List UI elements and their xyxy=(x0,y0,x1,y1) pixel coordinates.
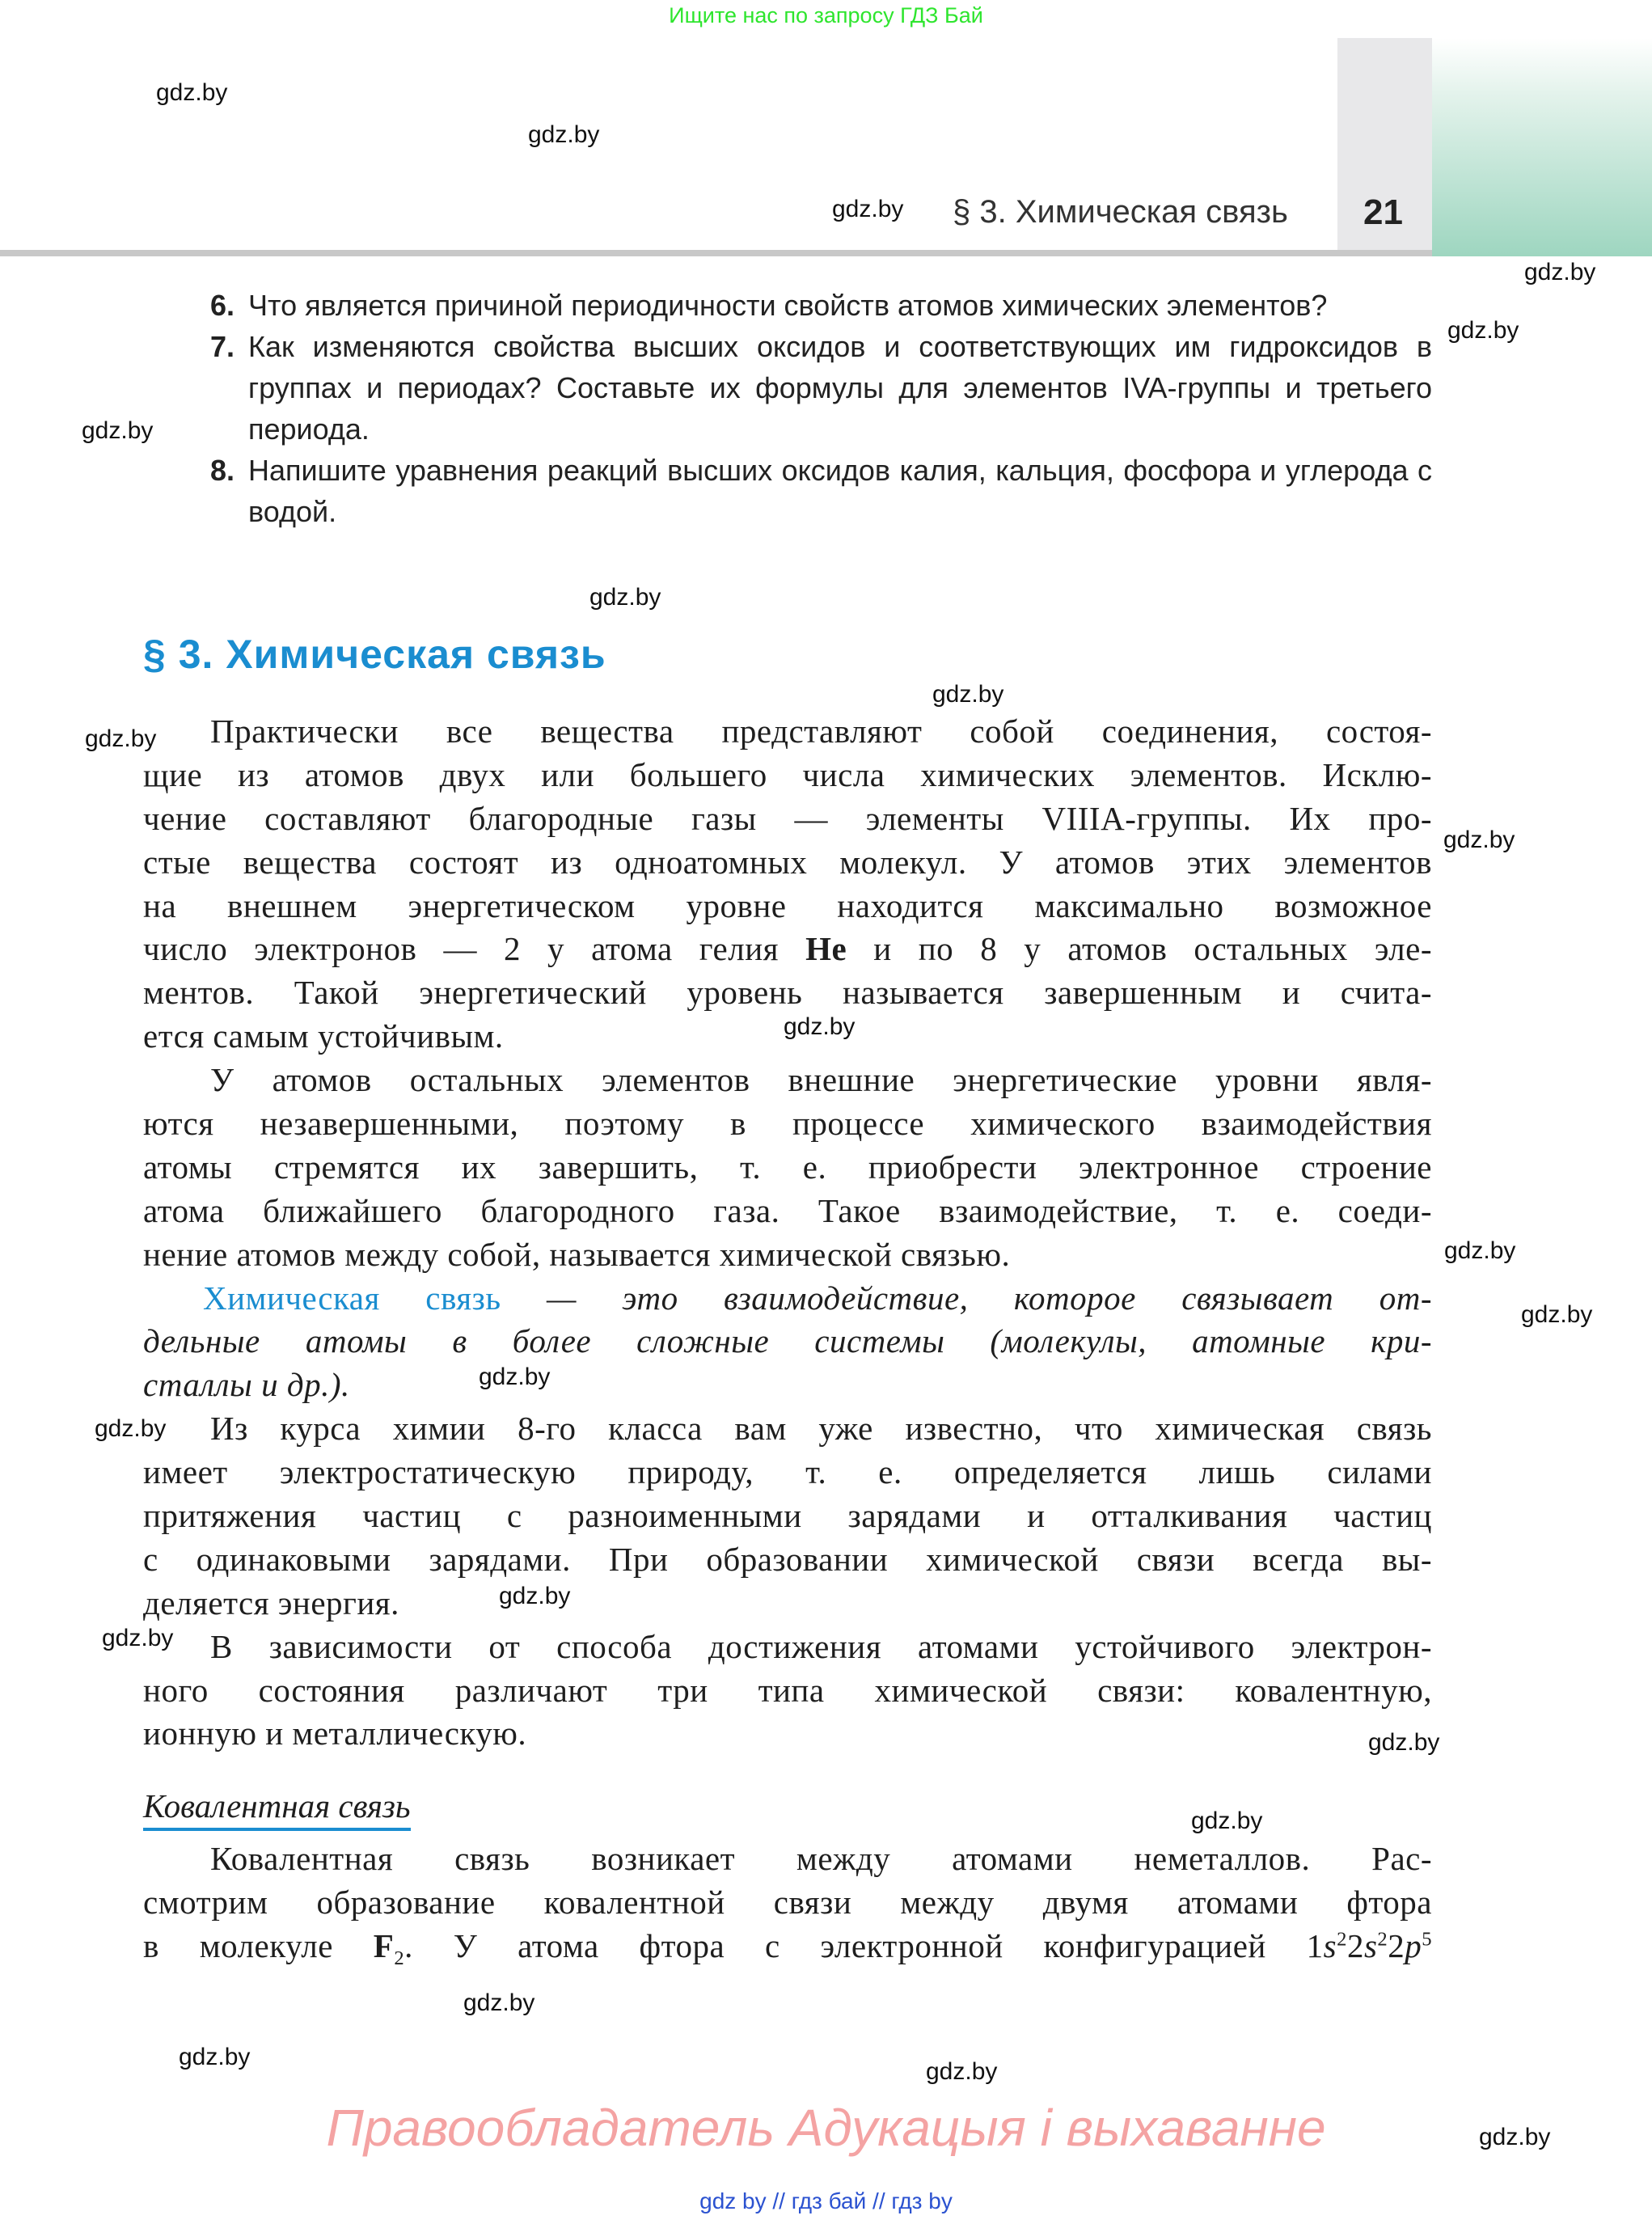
watermark-text: gdz.by xyxy=(95,1415,167,1442)
text-run: ется самым устойчивым. xyxy=(143,1017,504,1055)
text-line xyxy=(143,1669,1432,1713)
text-run: — это взаимодействие, которое связывает от- xyxy=(501,1279,1432,1317)
text-line xyxy=(143,928,1432,971)
text-line xyxy=(143,797,1432,841)
text-line xyxy=(143,841,1432,885)
text-line xyxy=(143,1538,1432,1582)
text-run[interactable]: Химическая связь xyxy=(203,1279,501,1317)
text-run: и по 8 у атомов остальных эле- xyxy=(847,930,1432,968)
text-line xyxy=(143,1146,1432,1190)
text-line xyxy=(143,1364,1432,1407)
text-run: В зависимости от способа достижения атомами устойчивого электрон- xyxy=(210,1627,1432,1665)
question-text: Как изменяются свойства высших оксидов и соответствующих им гидроксидов в группах и периодах? Составьте их формулы для элементов IVA-группы и третьего периода. xyxy=(248,330,1432,446)
decorative-gradient xyxy=(1432,38,1652,256)
text-line xyxy=(143,1233,1432,1277)
text-run: p xyxy=(1405,1926,1422,1964)
text-line xyxy=(143,1190,1432,1233)
text-run: смотрим образование ковалентной связи между двумя атомами фтора xyxy=(143,1883,1432,1921)
text-run: сталлы и др.). xyxy=(143,1366,350,1404)
watermark-text: gdz.by xyxy=(179,2044,251,2070)
text-run: 2 xyxy=(1377,1928,1388,1951)
text-line xyxy=(143,754,1432,797)
watermark-text: gdz.by xyxy=(499,1583,571,1609)
text-run: число электронов — 2 у атома гелия xyxy=(143,930,806,968)
text-run: в молекуле xyxy=(143,1926,374,1964)
question-item xyxy=(210,326,1432,450)
section-title: § 3. Химическая связь xyxy=(143,632,606,677)
text-run: нение атомов между собой, называется химической связью. xyxy=(143,1235,1011,1273)
watermark-text: gdz.by xyxy=(932,681,1004,708)
text-run: ментов. Такой энергетический уровень называется завершенным и счита- xyxy=(143,974,1432,1012)
watermark-text: gdz.by xyxy=(82,417,154,444)
watermark-text: gdz.by xyxy=(589,584,661,611)
text-run: атомы стремятся их завершить, т. е. приобрести электронное строение xyxy=(143,1148,1432,1186)
text-run: . У атома фтора с электронной конфигурацией 1 xyxy=(404,1926,1324,1964)
text-line xyxy=(143,1582,1432,1626)
text-run: стые вещества состоят из одноатомных молекул. У атомов этих элементов xyxy=(143,843,1432,881)
subsection-title: Ковалентная связь xyxy=(143,1786,411,1831)
text-run: F xyxy=(373,1926,395,1964)
watermark-text: gdz.by xyxy=(1447,317,1519,344)
text-run: деляется энергия. xyxy=(143,1583,399,1621)
question-number: 8. xyxy=(210,454,235,487)
body-text-covalent xyxy=(143,1837,1432,1968)
running-title: § 3. Химическая связь xyxy=(953,194,1288,230)
watermark-text: gdz.by xyxy=(156,79,228,106)
search-banner[interactable]: Ищите нас по запросу ГДЗ Бай xyxy=(669,3,983,27)
body-text xyxy=(143,710,1432,1756)
text-line xyxy=(143,1495,1432,1538)
header-divider xyxy=(0,250,1432,256)
text-run: He xyxy=(805,930,847,968)
text-run: с одинаковыми зарядами. При образовании химической связи всегда вы- xyxy=(143,1540,1432,1578)
text-line xyxy=(143,1059,1432,1102)
text-run: Ковалентная связь возникает между атомами неметаллов. Рас- xyxy=(210,1840,1432,1877)
text-line xyxy=(143,1451,1432,1495)
text-line xyxy=(143,1837,1432,1881)
text-run: атома ближайшего благородного газа. Такое взаимодействие, т. е. соеди- xyxy=(143,1191,1432,1229)
watermark-text: gdz.by xyxy=(784,1013,856,1040)
watermark-text: gdz.by xyxy=(528,121,600,148)
question-number: 6. xyxy=(210,289,235,322)
text-run: 2 xyxy=(394,1947,405,1969)
question-text: Что является причиной периодичности свойств атомов химических элементов? xyxy=(248,289,1328,322)
page-number: 21 xyxy=(1363,192,1403,232)
text-line xyxy=(143,885,1432,928)
watermark-text: gdz.by xyxy=(102,1625,174,1651)
watermark-text: gdz.by xyxy=(1521,1301,1593,1328)
text-run: 5 xyxy=(1422,1928,1432,1951)
watermark-text: gdz.by xyxy=(463,1989,535,2016)
text-line xyxy=(143,710,1432,754)
watermark-text: gdz.by xyxy=(1479,2124,1551,2150)
text-line xyxy=(143,971,1432,1015)
rights-notice: Правообладатель Адукацыя і выхаванне xyxy=(326,2099,1326,2157)
watermark-text: gdz.by xyxy=(85,725,157,752)
watermark-text: gdz.by xyxy=(926,2058,998,2085)
text-run: ного состояния различают три типа химической связи: ковалентную, xyxy=(143,1671,1432,1709)
text-line xyxy=(143,1626,1432,1669)
footer-links[interactable]: gdz by // гдз бай // гдз by xyxy=(699,2188,953,2213)
questions-list xyxy=(210,285,1432,532)
text-run: имеет электростатическую природу, т. е. определяется лишь силами xyxy=(143,1453,1432,1491)
text-run: щие из атомов двух или большего числа химических элементов. Исклю- xyxy=(143,755,1432,793)
text-line xyxy=(143,1320,1432,1364)
text-run: притяжения частиц с разноименными зарядами и отталкивания частиц xyxy=(143,1497,1432,1535)
text-run: 2 xyxy=(1346,1926,1364,1964)
watermark-text: gdz.by xyxy=(1443,827,1515,853)
text-run: 2 xyxy=(1388,1926,1405,1964)
question-text: Напишите уравнения реакций высших оксидов калия, кальция, фосфора и углерода с водой. xyxy=(248,454,1432,528)
text-run: Из курса химии 8-го класса вам уже известно, что химическая связь xyxy=(210,1410,1432,1448)
text-line xyxy=(143,1881,1432,1925)
watermark-text: gdz.by xyxy=(1368,1729,1440,1756)
text-line xyxy=(143,1925,1432,1968)
text-run: ионную и металлическую. xyxy=(143,1715,527,1753)
text-line xyxy=(143,1407,1432,1451)
text-line xyxy=(143,1277,1432,1321)
text-run: на внешнем энергетическом уровне находится максимально возможное xyxy=(143,886,1432,924)
watermark-text: gdz.by xyxy=(1191,1808,1263,1834)
text-run: 2 xyxy=(1337,1928,1347,1951)
text-run: s xyxy=(1363,1926,1378,1964)
question-item xyxy=(210,285,1432,326)
watermark-text: gdz.by xyxy=(479,1364,551,1390)
text-line xyxy=(143,1102,1432,1146)
text-run: дельные атомы в более сложные системы (молекулы, атомные кри- xyxy=(143,1322,1432,1360)
text-line xyxy=(143,1712,1432,1756)
watermark-text: gdz.by xyxy=(1444,1237,1516,1264)
watermark-text: gdz.by xyxy=(1524,259,1596,285)
watermark-text: gdz.by xyxy=(832,196,904,222)
text-run: s xyxy=(1323,1926,1337,1964)
text-run: У атомов остальных элементов внешние энергетические уровни явля- xyxy=(210,1061,1432,1099)
text-run: Практически все вещества представляют собой соединения, состоя- xyxy=(210,712,1432,750)
question-item xyxy=(210,450,1432,532)
text-run: ются незавершенными, поэтому в процессе химического взаимодействия xyxy=(143,1105,1432,1143)
text-run: чение составляют благородные газы — элементы VIIIA-группы. Их про- xyxy=(143,799,1432,837)
question-number: 7. xyxy=(210,330,235,363)
